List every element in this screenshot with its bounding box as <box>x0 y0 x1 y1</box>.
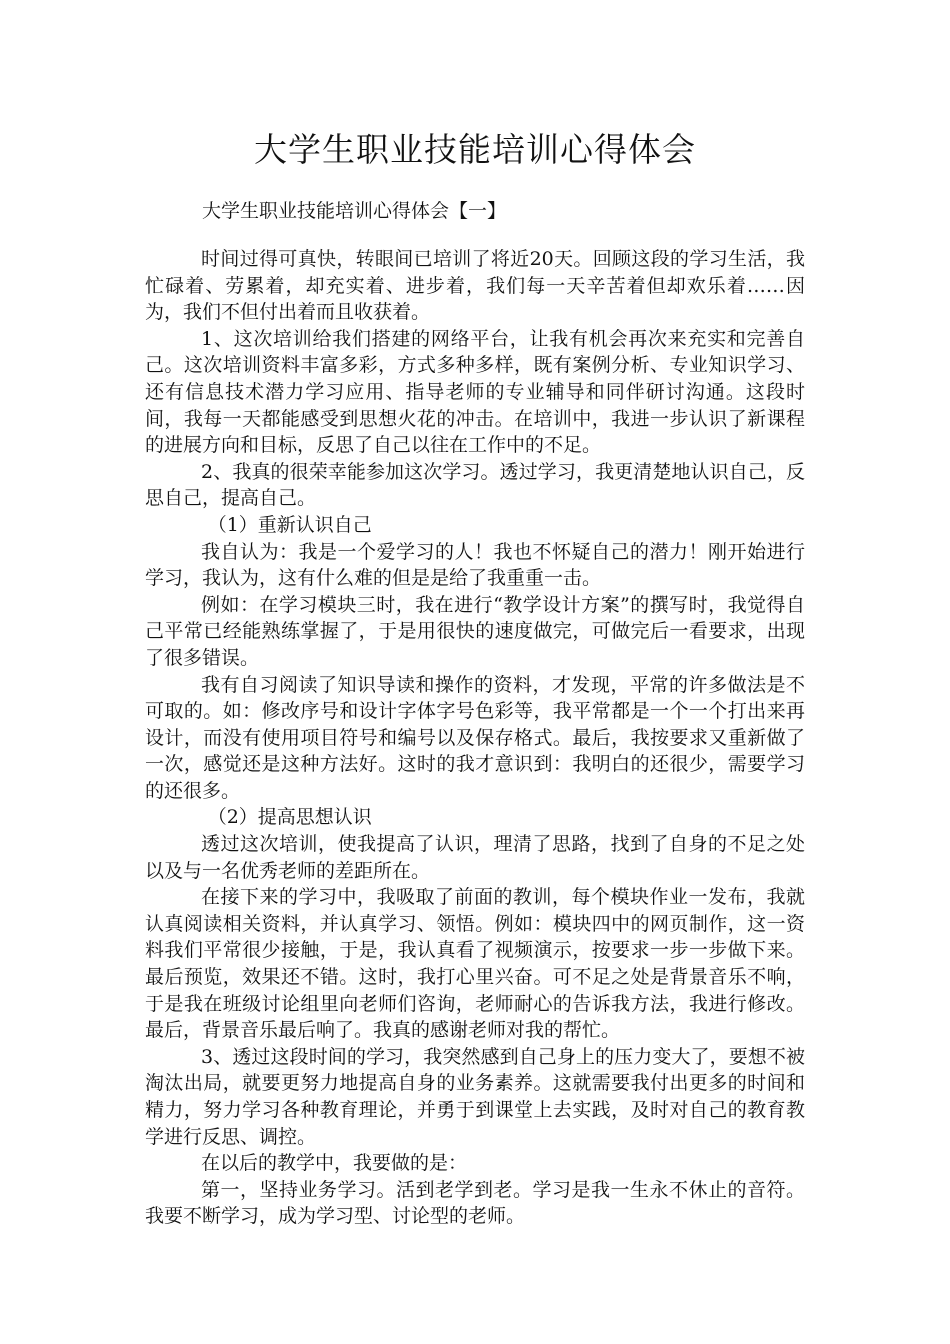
subheading: （2）提高思想认识 <box>207 806 372 829</box>
paragraph: 3、透过这段时间的学习，我突然感到自己身上的压力变大了，要想不被淘汰出局，就要更努力地提高自身的业务素养。这就需要我付出更多的时间和精力，努力学习各种教育理论，并勇于到课堂上去实践，及时对自己的教育教学进行反思、调控。 <box>145 1045 805 1148</box>
paragraph: 透过这次培训，使我提高了认识，理清了思路，找到了自身的不足之处以及与一名优秀老师的差距所在。 <box>145 833 805 882</box>
paragraph: 1、这次培训给我们搭建的网络平台，让我有机会再次来充实和完善自己。这次培训资料丰富多彩，方式多种多样，既有案例分析、专业知识学习、还有信息技术潜力学习应用、指导老师的专业辅导和同伴研讨沟通。这段时间，我每一天都能感受到思想火花的冲击。在培训中，我进一步认识了新课程的进展方向和目标，反思了自己以往在工作中的不足。 <box>145 327 805 457</box>
paragraph: 我有自习阅读了知识导读和操作的资料，才发现，平常的许多做法是不可取的。如：修改序号和设计字体字号色彩等，我平常都是一个一个打出来再设计，而没有使用项目符号和编号以及保存格式。最后，我按要求又重新做了一次，感觉还是这种方法好。这时的我才意识到：我明白的还很少，需要学习的还很多。 <box>145 673 805 802</box>
paragraph: 时间过得可真快，转眼间已培训了将近20天。回顾这段的学习生活，我忙碌着、劳累着，却充实着、进步着，我们每一天辛苦着但却欢乐着……因为，我们不但付出着而且收获着。 <box>145 248 805 324</box>
paragraph: 例如：在学习模块三时，我在进行“教学设计方案”的撰写时，我觉得自己平常已经能熟练掌握了，于是用很快的速度做完，可做完后一看要求，出现了很多错误。 <box>145 593 805 669</box>
section-heading: 大学生职业技能培训心得体会【一】 <box>202 200 507 222</box>
paragraph: 我自认为：我是一个爱学习的人！我也不怀疑自己的潜力！刚开始进行学习，我认为，这有什么难的但是是给了我重重一击。 <box>145 540 805 590</box>
document-body <box>145 246 805 1230</box>
paragraph: 在接下来的学习中，我吸取了前面的教训，每个模块作业一发布，我就认真阅读相关资料，并认真学习、领悟。例如：模块四中的网页制作，这一资料我们平常很少接触，于是，我认真看了视频演示，按要求一步一步做下来。最后预览，效果还不错。这时，我打心里兴奋。可不足之处是背景音乐不响，于是我在班级讨论组里向老师们咨询，老师耐心的告诉我方法，我进行修改。最后，背景音乐最后响了。我真的感谢老师对我的帮忙。 <box>145 886 805 1042</box>
paragraph: 2、我真的很荣幸能参加这次学习。透过学习，我更清楚地认识自己，反思自己，提高自己。 <box>145 460 805 510</box>
paragraph: 第一，坚持业务学习。活到老学到老。学习是我一生永不休止的音符。我要不断学习，成为学习型、讨论型的老师。 <box>145 1178 805 1228</box>
subheading: （1）重新认识自己 <box>207 513 372 536</box>
document-title: 大学生职业技能培训心得体会 <box>254 130 696 169</box>
paragraph: 在以后的教学中，我要做的是： <box>201 1152 468 1175</box>
